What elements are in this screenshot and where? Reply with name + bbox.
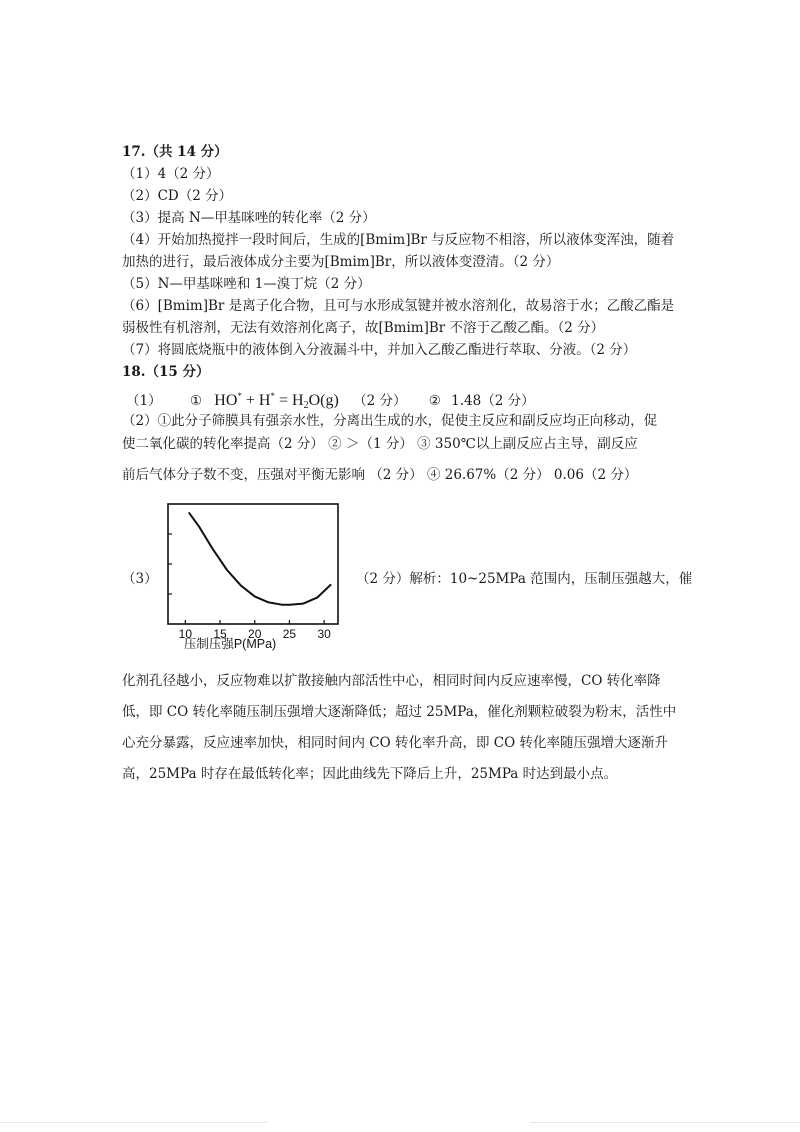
x-tick-label-20: 20 [248, 627, 262, 641]
q18-part3-text-line2: 化剂孔径越小，反应物难以扩散接触内部活性中心，相同时间内反应速率慢，CO 转化率降 [122, 673, 661, 689]
q17-part1: （1）4（2 分） [122, 166, 220, 182]
q18-part1-score: （2 分） [353, 393, 407, 409]
q17-part6-line2: 弱极性有机溶剂，无法有效溶剂化离子，故[Bmim]Br 不溶于乙酸乙酯。（2 分） [122, 320, 605, 336]
q17-part7: （7）将圆底烧瓶中的液体倒入分液漏斗中，并加入乙酸乙酯进行萃取、分液。（2 分） [122, 342, 637, 358]
q18-part3-text-line5: 高，25MPa 时存在最低转化率；因此曲线先下降后上升，25MPa 时达到最小点。 [122, 766, 618, 782]
q18-part2-line1: （2）①此分子筛膜具有强亲水性，分离出生成的水，促使主反应和副反应均正向移动，促 [122, 413, 658, 429]
pressure-conversion-chart [160, 496, 350, 656]
q18-part2-line3: 前后气体分子数不变，压强对平衡无影响 （2 分） ④ 26.67%（2 分） 0.06（2 分） [122, 467, 638, 483]
q18-part1-answer2: 1.48（2 分） [451, 393, 535, 409]
q18-part1 [126, 387, 535, 415]
x-tick-label-10: 10 [178, 627, 193, 641]
q17-part3: （3）提高 N—甲基咪唑的转化率（2 分） [122, 210, 376, 226]
q17-title: 17.（共 14 分） [122, 144, 228, 160]
q18-part2-line2: 使二氧化碳的转化率提高（2 分） ② ＞（1 分） ③ 350℃以上副反应占主导，副反应 [122, 436, 638, 452]
plot-frame [168, 504, 338, 624]
q18-part3-text-line3: 低，即 CO 转化率随压制压强增大逐渐降低；超过 25MPa，催化剂颗粒破裂为粉末，活性中 [122, 704, 677, 720]
q18-part3-text-line1: （2 分）解析：10~25MPa 范围内，压制压强越大，催 [356, 571, 693, 587]
reaction-equation: $HO^* + H^* = H_2O(g)$ [214, 391, 339, 411]
q17-part4-line2: 加热的进行，最后液体成分主要为[Bmim]Br，所以液体变澄清。（2 分） [122, 254, 560, 270]
q18-title: 18.（15 分） [122, 364, 210, 380]
q18-part3-text-line4: 心充分暴露，反应速率加快，相同时间内 CO 转化率升高，即 CO 转化率随压强增大逐渐升 [122, 735, 668, 751]
q18-part3-label: （3） [122, 571, 158, 587]
q17-part5: （5）N—甲基咪唑和 1—溴丁烷（2 分） [122, 276, 371, 292]
series-curve [189, 512, 331, 604]
circled-number-1: ① [189, 393, 202, 409]
x-tick-label-25: 25 [282, 627, 297, 641]
footer-rule-right [530, 1122, 800, 1123]
q17-part4-line1: （4）开始加热搅拌一段时间后，生成的[Bmim]Br 与反应物不相溶，所以液体变浑浊，随着 [122, 232, 675, 248]
q17-part2: （2）CD（2 分） [122, 188, 233, 204]
q17-part6-line1: （6）[Bmim]Br 是离子化合物，且可与水形成氢键并被水溶剂化，故易溶于水；乙酸乙酯是 [122, 298, 675, 314]
footer-rule-left [0, 1122, 268, 1123]
x-tick-label-30: 30 [317, 627, 331, 641]
q18-part1-label: （1） [126, 393, 162, 409]
x-axis-label: 压制压强P(MPa) [183, 637, 277, 651]
x-tick-label-15: 15 [213, 627, 227, 641]
circled-number-2: ② [428, 393, 441, 409]
